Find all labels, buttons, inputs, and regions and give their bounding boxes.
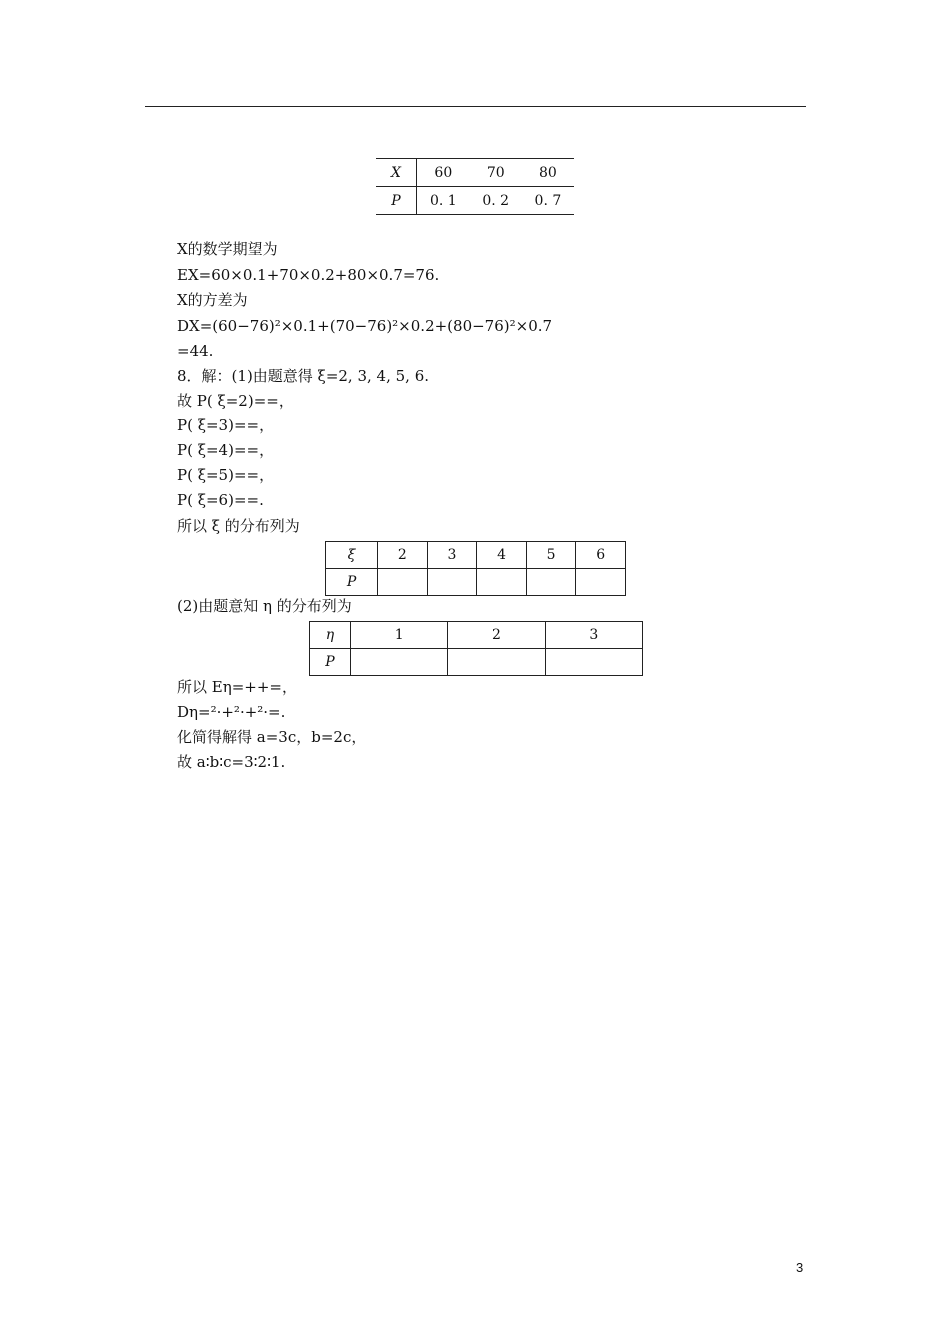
- table-cell: 1: [351, 622, 448, 649]
- table-row: [326, 542, 626, 569]
- distribution-table-x: [376, 158, 574, 215]
- table-cell: 60: [417, 159, 470, 187]
- header-rule: [145, 106, 806, 107]
- table-cell: 4: [477, 542, 527, 569]
- table-cell: 70: [470, 159, 522, 187]
- text-line: 化简得解得 a=3c，b=2c，: [177, 728, 367, 746]
- table-cell: η: [310, 622, 351, 649]
- table-cell: [351, 649, 448, 676]
- table-cell: 3: [427, 542, 477, 569]
- table-cell: [545, 649, 642, 676]
- text-line: 故 a∶b∶c=3∶2∶1.: [177, 753, 286, 771]
- distribution-table-xi: [325, 541, 626, 596]
- table-cell: [427, 569, 477, 596]
- text-line: 故 P( ξ=2)==，: [177, 392, 294, 410]
- text-line: P( ξ=3)==，: [177, 416, 275, 434]
- text-line: DX=(60−76)²×0.1+(70−76)²×0.2+(80−76)²×0.7: [177, 317, 553, 335]
- page-number: 3: [796, 1260, 804, 1275]
- table-cell: [576, 569, 626, 596]
- text-line: P( ξ=5)==，: [177, 466, 275, 484]
- table-cell: [526, 569, 576, 596]
- table-cell: 6: [576, 542, 626, 569]
- table-row: [326, 569, 626, 596]
- text-line: P( ξ=4)==，: [177, 441, 275, 459]
- table-row: [310, 649, 643, 676]
- text-line: P( ξ=6)==.: [177, 491, 264, 509]
- text-line: 所以 Eη=++=，: [177, 678, 297, 696]
- text-line: EX=60×0.1+70×0.2+80×0.7=76.: [177, 266, 440, 284]
- table-cell: P: [326, 569, 378, 596]
- table-row: [310, 622, 643, 649]
- table-cell: 0. 7: [534, 192, 562, 209]
- table-cell: ξ: [326, 542, 378, 569]
- text-line: 8．解：(1)由题意得 ξ=2, 3, 4, 5, 6.: [177, 367, 430, 385]
- table-cell: 2: [378, 542, 428, 569]
- text-line: X的方差为: [177, 291, 248, 309]
- table-row: [376, 187, 574, 215]
- text-line: =44.: [177, 342, 214, 360]
- text-line: X的数学期望为: [177, 240, 278, 258]
- table-cell: 2: [448, 622, 545, 649]
- table-cell: [477, 569, 527, 596]
- table-cell: 0. 2: [482, 192, 510, 209]
- table-cell: X: [376, 159, 417, 187]
- table-cell: 5: [526, 542, 576, 569]
- table-row: [376, 159, 574, 187]
- text-line: (2)由题意知 η 的分布列为: [177, 597, 352, 615]
- table-cell: [448, 649, 545, 676]
- table-cell: P: [376, 187, 417, 215]
- table-cell: 80: [522, 159, 574, 187]
- table-cell: P: [310, 649, 351, 676]
- table-cell: [378, 569, 428, 596]
- table-cell: 0. 1: [429, 192, 457, 209]
- table-cell: 3: [545, 622, 642, 649]
- text-line: Dη=²·+²·+²·=.: [177, 703, 286, 721]
- distribution-table-eta: [309, 621, 643, 676]
- text-line: 所以 ξ 的分布列为: [177, 517, 300, 535]
